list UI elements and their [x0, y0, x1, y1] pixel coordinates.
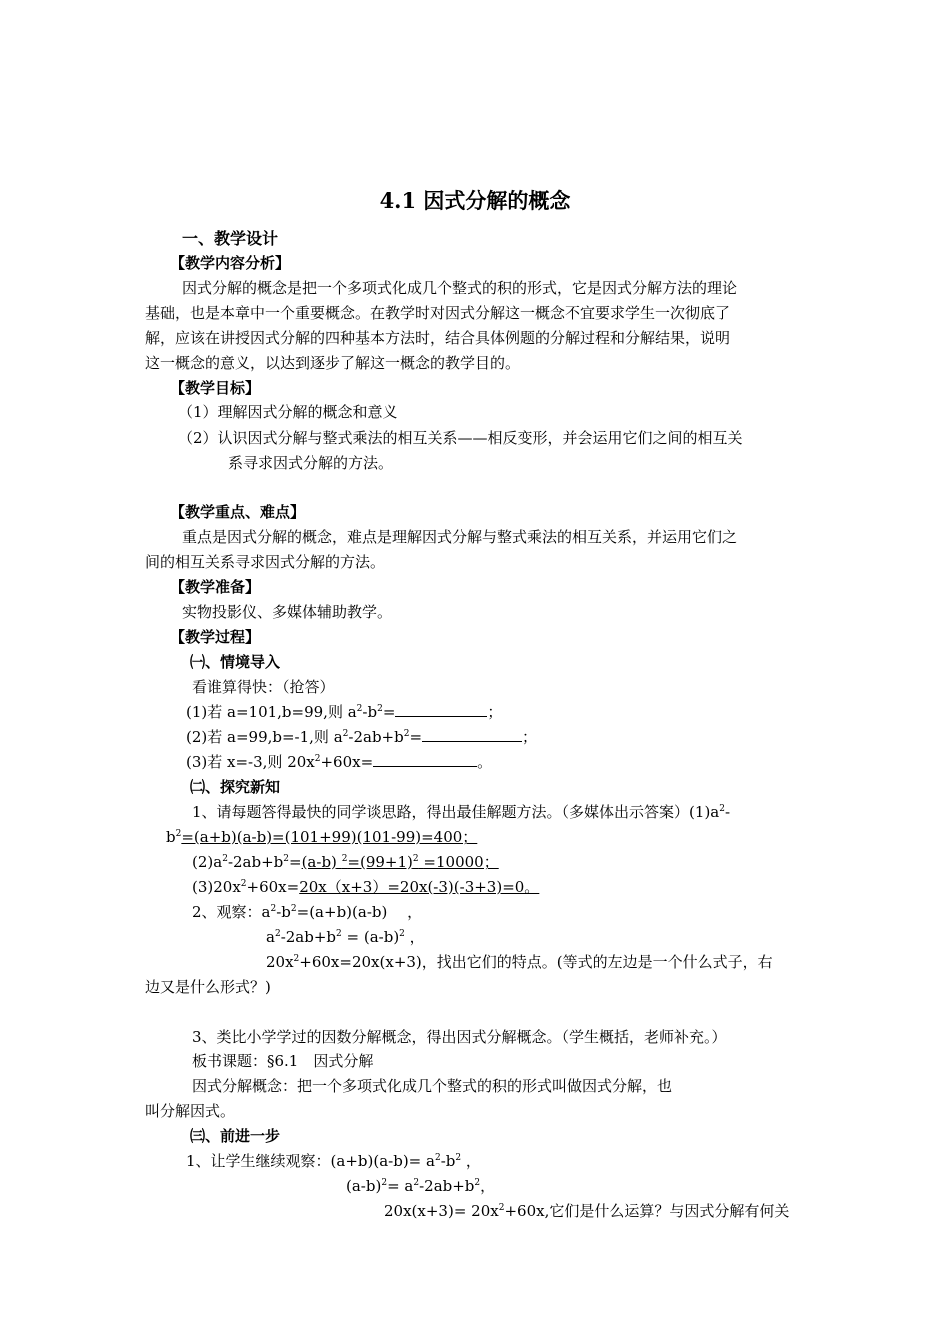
- content-analysis-line-4: 这一概念的意义，以达到逐步了解这一概念的教学目的。: [145, 354, 521, 372]
- content-analysis-line-3: 解，应该在讲授因式分解的四种基本方法时，结合具体例题的分解过程和分解结果，说明: [145, 329, 731, 347]
- step1-line-4: $(3)20x^2+60x=20x(x+3)=20x(-3)(-3+3)=0$。: [192, 878, 540, 896]
- part3-line-3: $20x(x+3)= 20x^2+60x$,它们是什么运算？与因式分解有何关: [384, 1202, 790, 1220]
- concept-line-2: 叫分解因式。: [145, 1102, 236, 1120]
- observe-line-4: 边又是什么形式？): [145, 978, 271, 996]
- objectives-heading: 【教学目标】: [170, 379, 261, 397]
- answer-blank-2[interactable]: [422, 726, 522, 742]
- section-heading-teaching-design: 一、教学设计: [182, 229, 279, 248]
- observe-line-2: $a^2-2ab+b^2 = (a-b)^2$ ，: [266, 928, 425, 946]
- answer-blank-1[interactable]: [395, 701, 487, 717]
- observe-line-3: $20x^2+60x=20x(x+3)$，找出它们的特点。(等式的左边是一个什么式子，右: [266, 953, 773, 971]
- observe-line-1: 2、观察：$a^2-b^2=(a+b)(a-b)$ ，: [192, 903, 423, 921]
- key-points-line-2: 间的相互关系寻求因式分解的方法。: [145, 553, 386, 571]
- step1-line-1: 1、请每题答得最快的同学谈思路，得出最佳解题方法。（多媒体出示答案）$(1)a^2-$: [192, 803, 731, 821]
- step3-line: 3、类比小学学过的因数分解概念，得出因式分解概念。（学生概括，老师补充。）: [192, 1028, 727, 1046]
- answer-blank-3[interactable]: [373, 751, 477, 767]
- question-1: (1)若 a=101,b=99,则 $a^2-b^2=$ ；: [186, 703, 503, 721]
- part3-heading: ㈢、前进一步: [190, 1127, 281, 1145]
- objective-item-2-cont: 系寻求因式分解的方法。: [228, 454, 394, 472]
- concept-line-1: 因式分解概念：把一个多项式化成几个整式的积的形式叫做因式分解，也: [192, 1077, 673, 1095]
- preparation-heading: 【教学准备】: [170, 578, 261, 596]
- objective-item-1: （1）理解因式分解的概念和意义: [178, 403, 398, 421]
- objective-item-2: （2）认识因式分解与整式乘法的相互关系——相反变形，并会运用它们之间的相互关: [178, 429, 743, 447]
- step1-line-2: $b^2=(a+b)(a-b)=(101+99)(101-99)=400$；: [166, 828, 478, 846]
- preparation-text: 实物投影仪、多媒体辅助教学。: [182, 603, 393, 621]
- question-3: (3)若 x=-3,则 $20x^2+60x=$ 。: [186, 753, 493, 771]
- step1-line-3: $(2)a^2-2ab+b^2=(a-b)$ $^2=(99+1)^2 =10000$；: [192, 853, 499, 871]
- content-analysis-line-2: 基础，也是本章中一个重要概念。在教学时对因式分解这一概念不宜要求学生一次彻底了: [145, 304, 731, 322]
- part1-heading: ㈠、情境导入: [190, 653, 281, 671]
- question-2: (2)若 a=99,b=-1,则 $a^2-2ab+b^2=$ ；: [186, 728, 538, 746]
- part3-line-1: 1、让学生继续观察：$(a+b)(a-b)= a^2-b^2$ ，: [186, 1152, 481, 1170]
- content-analysis-line-1: 因式分解的概念是把一个多项式化成几个整式的积的形式，它是因式分解方法的理论: [182, 279, 738, 297]
- part3-line-2: $(a-b)^2= a^2-2ab+b^2$，: [346, 1177, 496, 1195]
- page-title: 4.1 因式分解的概念: [379, 188, 571, 213]
- key-points-heading: 【教学重点、难点】: [170, 503, 306, 521]
- key-points-line-1: 重点是因式分解的概念，难点是理解因式分解与整式乘法的相互关系，并运用它们之: [182, 528, 738, 546]
- part2-heading: ㈡、探究新知: [190, 778, 281, 796]
- board-title: 板书课题：§6.1 因式分解: [192, 1052, 374, 1070]
- process-heading: 【教学过程】: [170, 628, 261, 646]
- part1-intro: 看谁算得快：（抢答）: [192, 678, 335, 696]
- content-analysis-heading: 【教学内容分析】: [170, 254, 291, 272]
